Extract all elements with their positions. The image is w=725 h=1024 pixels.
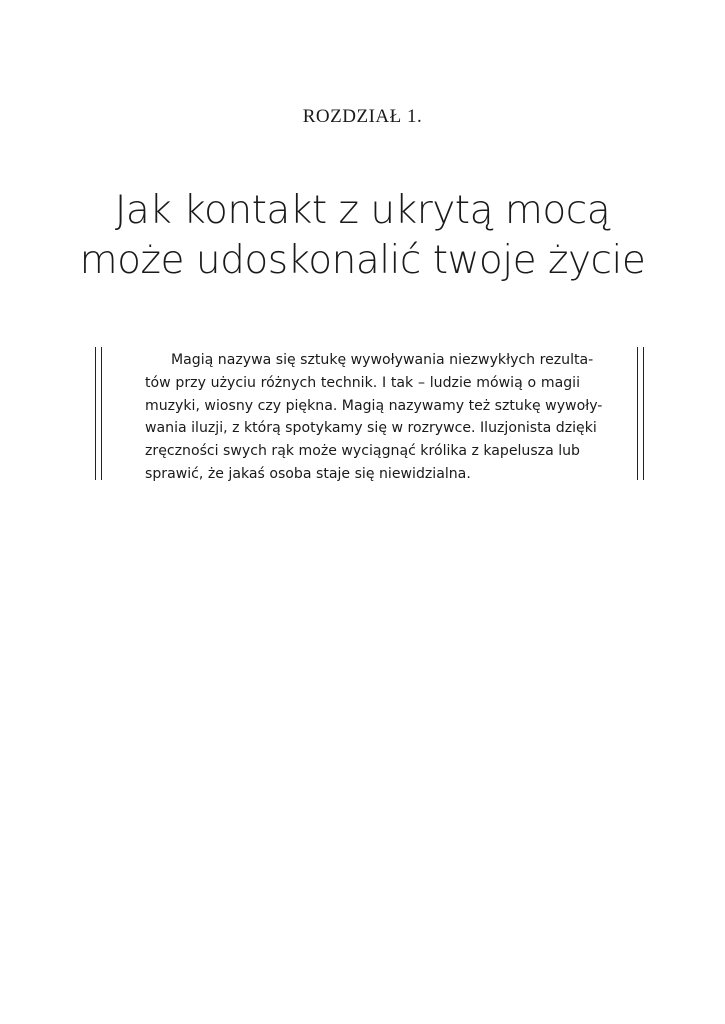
intro-line: Magią nazywa się sztukę wywoływania niezwykłych rezulta- xyxy=(171,352,594,368)
right-inner-rule xyxy=(637,347,638,480)
right-outer-rule xyxy=(643,347,644,480)
left-inner-rule xyxy=(101,347,102,480)
chapter-title xyxy=(0,186,725,286)
intro-line: muzyki, wiosny czy piękna. Magią nazywamy też sztukę wywoły- xyxy=(145,397,603,414)
intro-line: zręczności swych rąk może wyciągnąć królika z kapelusza lub xyxy=(145,443,580,460)
chapter-title-line: może udoskonalić twoje życie xyxy=(79,238,646,283)
left-outer-rule xyxy=(95,347,96,480)
intro-line: wania iluzji, z którą spotykamy się w rozrywce. Iluzjonista dzięki xyxy=(145,420,597,437)
intro-line: tów przy użyciu różnych technik. I tak – ludzie mówią o magii xyxy=(145,374,580,391)
chapter-label: ROZDZIAŁ 1. xyxy=(302,106,423,127)
intro-paragraph xyxy=(145,349,603,486)
intro-line: sprawić, że jakaś osoba staje się niewidzialna. xyxy=(145,465,471,482)
chapter-title-line: Jak kontakt z ukrytą mocą xyxy=(114,188,611,233)
